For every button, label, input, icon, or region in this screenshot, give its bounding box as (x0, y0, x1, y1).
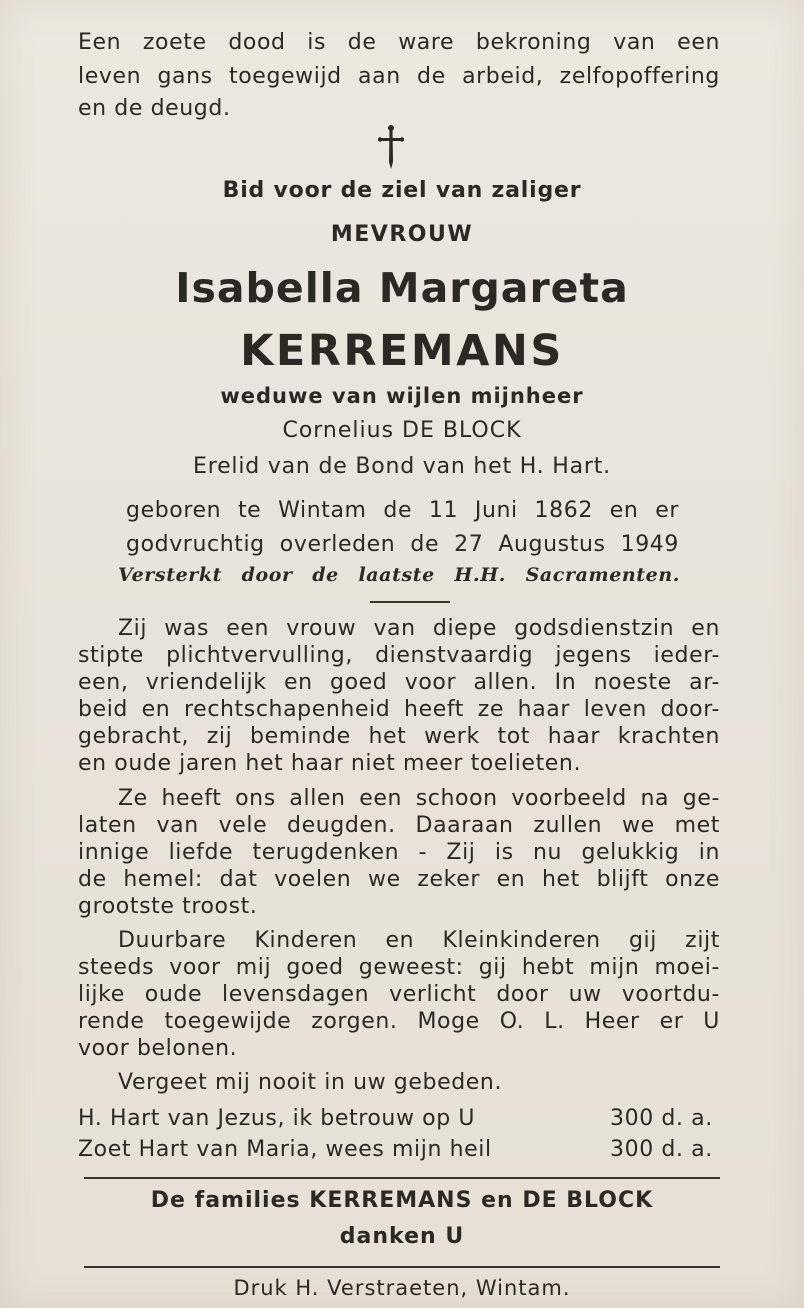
surname: KERREMANS (240, 326, 564, 376)
birth-line-1: geboren te Wintam de 11 Juni 1862 en er (126, 498, 679, 523)
divider-lower (84, 1266, 720, 1268)
divider-short (370, 601, 450, 603)
divider-upper (84, 1177, 720, 1179)
cross-icon (378, 124, 404, 170)
birth-line-2: godvruchtig overleden de 27 Augustus 1949 (126, 532, 679, 557)
membership: Erelid van de Bond van het H. Hart. (193, 454, 611, 479)
intro-line-2: leven gans toegewijd aan de arbeid, zelfopoffering (78, 64, 720, 89)
paragraph3-line-2: steeds voor mij goed geweest: gij hebt mijn moei- (78, 955, 720, 980)
paragraph2-line-2: laten van vele deugden. Daaraan zullen we met (78, 813, 720, 838)
paragraph2-line-1: Ze heeft ons allen een schoon voorbeeld na ge- (118, 786, 720, 811)
indulgence-value-1: 300 d. a. (610, 1106, 713, 1131)
thanks-line-1: De families KERREMANS en DE BLOCK (150, 1188, 654, 1213)
paragraph1-line-6: en oude jaren het haar niet meer toelieten. (78, 751, 582, 776)
title-line: MEVROUW (330, 222, 474, 247)
paragraph1-line-5: gebracht, zij beminde het werk tot haar krachten (78, 724, 720, 749)
paragraph1-line-2: stipte plichtvervulling, dienstvaardig jegens ieder- (78, 643, 720, 668)
husband-name: Cornelius DE BLOCK (282, 418, 522, 443)
paragraph3-line-1: Duurbare Kinderen en Kleinkinderen gij zijt (118, 928, 720, 953)
indulgence-value-2: 300 d. a. (610, 1137, 713, 1162)
paragraph1-line-4: beid en rechtschapenheid heeft ze haar leven door- (78, 697, 720, 722)
thanks-line-2: danken U (339, 1224, 465, 1249)
paragraph3-line-4: rende toegewijde zorgen. Moge O. L. Heer er U (78, 1009, 720, 1034)
printer-line: Druk H. Verstraeten, Wintam. (233, 1276, 571, 1300)
sacraments-line: Versterkt door de laatste H.H. Sacramenten. (118, 564, 680, 586)
paragraph2-line-3: innige liefde terugdenken - Zij is nu gelukkig in (78, 840, 720, 865)
indulgence-prayer-1: H. Hart van Jezus, ik betrouw op U (78, 1106, 476, 1131)
paragraph2-line-5: grootste troost. (78, 894, 258, 919)
paragraph1-line-1: Zij was een vrouw van diepe godsdienstzin en (118, 616, 720, 641)
widow-line: weduwe van wijlen mijnheer (220, 384, 584, 408)
intro-line-1: Een zoete dood is de ware bekroning van een (78, 30, 720, 55)
paragraph2-line-4: de hemel: dat voelen we zeker en het blijft onze (78, 867, 720, 892)
prayer-line: Bid voor de ziel van zaliger (222, 178, 582, 203)
paragraph1-line-3: een, vriendelijk en goed voor allen. In noeste ar- (78, 670, 720, 695)
first-names: Isabella Margareta (175, 264, 629, 312)
paragraph3-line-3: lijke oude levensdagen verlicht door uw voortdu- (78, 982, 720, 1007)
intro-line-3: en de deugd. (78, 96, 231, 121)
request-line: Vergeet mij nooit in uw gebeden. (118, 1070, 503, 1095)
paragraph3-line-5: voor belonen. (78, 1036, 238, 1061)
indulgence-prayer-2: Zoet Hart van Maria, wees mijn heil (78, 1137, 492, 1162)
